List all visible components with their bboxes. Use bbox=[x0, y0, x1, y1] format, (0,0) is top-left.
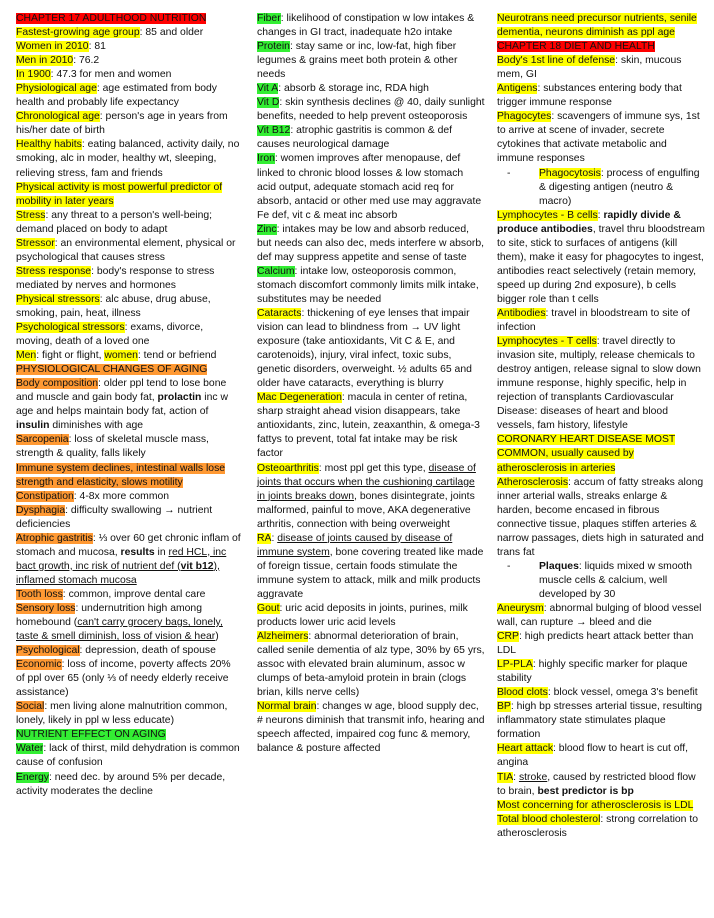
column-right bbox=[497, 12, 705, 841]
entry-term: Stressor bbox=[16, 237, 55, 249]
note-entry bbox=[16, 532, 242, 588]
entry-underlined: stroke bbox=[518, 771, 548, 783]
entry-text: : skin synthesis declines @ 40, daily sunlight benefits, needed to help prevent osteoporosis bbox=[257, 97, 485, 123]
entry-term: Lymphocytes - T cells bbox=[497, 336, 597, 348]
entry-term: Men in 2010 bbox=[16, 55, 74, 67]
entry-bold: rapidly divide & produce antibodies bbox=[497, 209, 681, 235]
note-entry bbox=[497, 12, 705, 40]
entry-text: : alc abuse, drug abuse, smoking, pain, heat, illness bbox=[16, 293, 211, 319]
note-entry bbox=[497, 307, 705, 335]
entry-bold: insulin bbox=[16, 420, 50, 432]
note-entry bbox=[16, 321, 242, 349]
note-entry bbox=[16, 588, 242, 602]
entry-text: : uric acid deposits in joints, purines, milk products lower uric acid levels bbox=[257, 602, 468, 629]
entry-text: : high predicts heart attack better than LDL bbox=[497, 631, 694, 657]
entry-underlined: can't carry grocery bags, lonely, taste & smell diminish, loss of vision & hear bbox=[16, 617, 223, 643]
entry-text: : skin, mucous mem, GI bbox=[497, 55, 682, 81]
note-entry bbox=[16, 82, 242, 110]
note-entry bbox=[16, 771, 242, 799]
entry-text: : changes w age, blood supply dec, # neurons diminish that transmit info, hearing and speech affected, impaired cog func & memory, balance & posture affected bbox=[257, 701, 485, 755]
entry-term: Economic bbox=[16, 659, 62, 671]
entry-term: Healthy habits bbox=[16, 139, 82, 151]
entry-term: Physical activity is most powerful predictor of mobility in later years bbox=[16, 181, 223, 207]
entry-underlined: disease of joints that occurs when the cushioning cartilage in joints breaks down bbox=[257, 462, 476, 502]
entry-text: : 4-8x more common bbox=[73, 490, 170, 502]
entry-text: : undernutrition high among homebound ( bbox=[16, 602, 202, 629]
entry-term: Stress bbox=[16, 209, 46, 221]
note-entry bbox=[16, 110, 242, 138]
entry-underlined: disease of joints caused by disease of immune system bbox=[257, 532, 453, 558]
entry-term: Psychological bbox=[16, 645, 80, 657]
entry-text: : depression, death of spouse bbox=[79, 645, 216, 657]
entry-text: : any threat to a person's well-being; demand placed on body to adapt bbox=[16, 209, 213, 235]
note-entry bbox=[497, 209, 705, 307]
entry-term: Lymphocytes - B cells bbox=[497, 209, 598, 221]
entry-bold: best predictor is bp bbox=[537, 785, 634, 797]
column-left bbox=[16, 12, 242, 799]
entry-term: Phagocytosis bbox=[539, 167, 601, 179]
entry-term: Physical stressors bbox=[16, 293, 100, 305]
note-entry bbox=[497, 476, 705, 560]
entry-text: : ⅓ over 60 get chronic inflam of stomach and mucosa, bbox=[16, 532, 241, 558]
note-entry bbox=[257, 12, 485, 40]
note-entry bbox=[16, 138, 242, 180]
entry-term: Heart attack bbox=[497, 743, 554, 755]
note-entry bbox=[497, 700, 705, 742]
entry-text: : women improves after menopause, def linked to chronic blood losses & low stomach acid output, adequate stomach acid req for absorb, antacid or other med use may aggravate Fe def, vit c & meat inc absorb bbox=[257, 153, 482, 221]
note-entry bbox=[257, 82, 485, 96]
entry-text: : thickening of eye lenses that impair vision can lead to blindness from → UV light exposure (take antioxidants, Vit C & E, and carotenoids), injury, viral infect, toxic subs, genetic disorders, overweight. ½ adults 65 and older have cataracts, everything is blurry bbox=[257, 307, 472, 390]
entry-text: : likelihood of constipation w low intakes & changes in GI tract, inadequate h2o intake bbox=[257, 13, 475, 39]
entry-text: : abnormal deterioration of brain, called senile dementia of alz type, 30% by 65 yrs, assoc with elevated brain aluminum, assoc w clumps of beta-amyloid protein in brain (clogs brian, kills nerve cells) bbox=[257, 631, 485, 699]
entry-text: : 85 and older bbox=[139, 27, 204, 39]
entry-term: Gout bbox=[257, 602, 280, 614]
entry-term: Vit A bbox=[257, 83, 279, 95]
entry-text: , bone covering treated like made of foreign tissue, certain foods stimulate the immune system to attack, milk and milk products aggravate bbox=[257, 546, 484, 600]
note-entry bbox=[16, 490, 242, 504]
entry-term: PHYSIOLOGICAL CHANGES OF AGING bbox=[16, 364, 208, 376]
entry-term: Sensory loss bbox=[16, 602, 76, 614]
entry-text: : blood flow to heart is cut off, angina bbox=[497, 743, 688, 769]
entry-term: Stress response bbox=[16, 265, 92, 277]
entry-text: inc w age and helps maintain body fat, action of bbox=[16, 392, 228, 418]
entry-term: Atrophic gastritis bbox=[16, 532, 93, 544]
entry-term: Vit D bbox=[257, 97, 280, 109]
entry-term: In 1900 bbox=[16, 69, 51, 81]
entry-text: : difficulty swallowing → nutrient deficiencies bbox=[16, 504, 213, 530]
entry-term: Zinc bbox=[257, 223, 277, 235]
note-entry bbox=[257, 265, 485, 307]
entry-text: : 47.3 for men and women bbox=[50, 69, 172, 81]
column-middle bbox=[257, 12, 485, 756]
note-entry bbox=[16, 68, 242, 82]
note-entry bbox=[257, 602, 485, 630]
note-entry bbox=[16, 377, 242, 433]
note-entry bbox=[497, 560, 705, 602]
entry-term: CORONARY HEART DISEASE MOST COMMON, usually caused by atherosclerosis in arteries bbox=[497, 434, 676, 474]
note-entry bbox=[257, 124, 485, 152]
note-entry bbox=[16, 26, 242, 40]
note-entry bbox=[257, 391, 485, 461]
entry-text: in bbox=[154, 546, 169, 558]
entry-term: Chronological age bbox=[16, 111, 100, 123]
entry-text: : bbox=[271, 532, 278, 544]
note-entry bbox=[16, 504, 242, 532]
entry-term: RA bbox=[257, 532, 272, 544]
note-entry bbox=[16, 658, 242, 700]
entry-text: : travel directly to invasion site, multiply, release chemicals to destroy antigen, release signal to slow down immune response, highly specific, help in rejection of transplants Cardiovascular Disease: diseases of heart and blood vessels, fam history, lifestyle bbox=[497, 336, 701, 432]
entry-text: : lack of thirst, mild dehydration is common cause of confusion bbox=[16, 743, 240, 769]
entry-term: CRP bbox=[497, 631, 519, 643]
entry-term: Social bbox=[16, 701, 45, 713]
entry-term: Physiological age bbox=[16, 83, 97, 95]
entry-term: Alzheimers bbox=[257, 631, 309, 643]
note-entry bbox=[497, 110, 705, 166]
entry-text: : intake low, osteoporosis common, stomach discomfort commonly limits milk intake, substitutes may be needed bbox=[257, 265, 479, 305]
note-entry bbox=[257, 630, 485, 700]
entry-text: : fight or flight, bbox=[36, 350, 105, 362]
entry-term: Body composition bbox=[16, 378, 99, 390]
entry-term: Iron bbox=[257, 153, 275, 165]
note-entry bbox=[16, 40, 242, 54]
entry-term: NUTRIENT EFFECT ON AGING bbox=[16, 729, 166, 741]
bullet-dash: - bbox=[507, 560, 511, 572]
entry-text: : bbox=[597, 209, 604, 221]
entry-term: LP-PLA bbox=[497, 659, 533, 671]
entry-text: : eating balanced, activity daily, no smoking, alc in moder, healthy wt, sleeping, relieving stress, fam and friends bbox=[16, 139, 240, 179]
entry-text: : highly specific marker for plaque stability bbox=[497, 659, 688, 685]
note-entry bbox=[497, 799, 705, 813]
entry-text: : stay same or inc, low-fat, high fiber legumes & grains meet both protein & other needs bbox=[257, 41, 458, 81]
note-entry bbox=[497, 813, 705, 841]
note-entry bbox=[16, 54, 242, 68]
note-entry bbox=[16, 181, 242, 209]
note-entry bbox=[16, 12, 242, 26]
bullet-dash: - bbox=[507, 167, 511, 179]
entry-term: Psychological stressors bbox=[16, 322, 125, 334]
entry-text: : atrophic gastritis is common & def causes neurological damage bbox=[257, 125, 453, 151]
entry-text: : common, improve dental care bbox=[62, 588, 206, 600]
entry-term: Energy bbox=[16, 771, 49, 783]
entry-term: TIA bbox=[497, 771, 514, 783]
entry-term: BP bbox=[497, 701, 511, 713]
entry-underlined: red HCL, inc bact growth, inc risk of nutrient def (vit b12), inflamed stomach mucosa bbox=[16, 546, 227, 586]
note-entry bbox=[257, 307, 485, 391]
note-entry bbox=[16, 265, 242, 293]
entry-term: women bbox=[104, 350, 138, 362]
note-entry bbox=[16, 349, 242, 363]
note-entry bbox=[257, 700, 485, 756]
entry-text: , bones disintegrate, joints malformed, painful to move, AKA degenerative arthritis, connection with being overweight bbox=[257, 490, 475, 530]
entry-text: : process of engulfing & digesting antigen (neutro & macro) bbox=[539, 167, 700, 207]
note-entry bbox=[497, 686, 705, 700]
entry-text: : person's age in years from his/her date of birth bbox=[16, 111, 228, 137]
entry-text: : strong correlation to atherosclerosis bbox=[497, 813, 699, 839]
entry-term: Water bbox=[16, 743, 44, 755]
note-entry bbox=[497, 54, 705, 82]
entry-text: : loss of income, poverty affects 20% of ppl over 65 (only ⅓ of needy elderly receive assistance) bbox=[16, 659, 231, 699]
entry-text: : absorb & storage inc, RDA high bbox=[278, 83, 429, 95]
note-entry bbox=[16, 644, 242, 658]
entry-text: : age estimated from body health and probably life expectancy bbox=[16, 83, 218, 109]
entry-text: , caused by restricted blood flow to brain, bbox=[497, 771, 696, 797]
note-entry bbox=[497, 433, 705, 475]
note-entry bbox=[257, 152, 485, 222]
entry-bold: prolactin bbox=[157, 392, 202, 404]
entry-text: : an environmental element, physical or psychological that causes stress bbox=[16, 237, 236, 263]
entry-term: Antigens bbox=[497, 83, 538, 95]
entry-term: Protein bbox=[257, 41, 290, 53]
entry-text: : bbox=[513, 771, 519, 783]
entry-term: CHAPTER 17 ADULTHOOD NUTRITION bbox=[16, 13, 207, 24]
entry-term: Atherosclerosis bbox=[497, 476, 569, 488]
note-entry bbox=[16, 728, 242, 742]
entry-term: Immune system declines, intestinal walls lose strength and elasticity, slows motility bbox=[16, 462, 226, 488]
entry-term: Mac Degeneration bbox=[257, 392, 342, 404]
note-entry bbox=[497, 602, 705, 630]
note-entry bbox=[16, 433, 242, 461]
note-entry bbox=[16, 700, 242, 728]
note-entry bbox=[16, 742, 242, 770]
entry-term: Neurotrans need precursor nutrients, senile dementia, neurons diminish as ppl age bbox=[497, 13, 697, 39]
entry-text: : 81 bbox=[88, 41, 106, 53]
entry-term: Normal brain bbox=[257, 701, 317, 713]
entry-term: Cataracts bbox=[257, 307, 302, 319]
note-entry bbox=[257, 96, 485, 124]
entry-text: diminishes with age bbox=[49, 420, 144, 432]
entry-text: : loss of skeletal muscle mass, strength & quality, falls likely bbox=[16, 434, 209, 460]
note-entry bbox=[497, 167, 705, 209]
note-entry bbox=[257, 532, 485, 602]
note-entry bbox=[16, 602, 242, 644]
entry-term: Sarcopenia bbox=[16, 434, 69, 446]
entry-text: : scavengers of immune sys, 1st to arrive at scene of invader, secrete cytokines that activate metabolic and immune responses bbox=[497, 111, 700, 165]
entry-term: Plaques bbox=[539, 560, 579, 572]
entry-text: : most ppl get this type, bbox=[318, 462, 429, 474]
note-entry bbox=[497, 335, 705, 433]
entry-text: : block vessel, omega 3's benefit bbox=[547, 687, 698, 699]
entry-text: : tend or befriend bbox=[137, 350, 217, 362]
entry-term: Fastest-growing age group bbox=[16, 27, 140, 39]
entry-text: : men living alone malnutrition common, lonely, likely in ppl w less educate) bbox=[16, 701, 228, 727]
note-entry bbox=[497, 771, 705, 799]
entry-term: Total blood cholesterol bbox=[497, 813, 601, 825]
note-entry bbox=[497, 658, 705, 686]
entry-term: Vit B12 bbox=[257, 125, 291, 137]
note-entry bbox=[257, 462, 485, 532]
note-entry bbox=[257, 223, 485, 265]
entry-text: : exams, divorce, moving, death of a loved one bbox=[16, 322, 204, 348]
entry-term: Body's 1st line of defense bbox=[497, 55, 616, 67]
note-entry bbox=[16, 209, 242, 237]
entry-text: : accum of fatty streaks along inner arterial walls, streaks enlarge & harden, become encased in fibrous connective tissue, plaques stiffen arteries & narrow passages, diets high in saturated and trans fat bbox=[497, 476, 704, 558]
entry-term: CHAPTER 18 DIET AND HEALTH bbox=[497, 41, 655, 53]
note-entry bbox=[16, 462, 242, 490]
entry-text: : substances entering body that trigger immune response bbox=[497, 83, 682, 109]
entry-text: ) bbox=[215, 631, 219, 643]
entry-text: : intakes may be low and absorb reduced, but needs can also dec, meds interfere w absorb, def may suppress appetite and sense of taste bbox=[257, 223, 484, 263]
entry-term: Calcium bbox=[257, 265, 295, 277]
entry-term: Fiber bbox=[257, 13, 281, 24]
entry-bold: results bbox=[120, 546, 155, 558]
entry-text: : 76.2 bbox=[73, 55, 100, 67]
entry-term: Aneurysm bbox=[497, 602, 544, 614]
entry-term: Osteoarthritis bbox=[257, 462, 319, 474]
note-entry bbox=[497, 630, 705, 658]
note-entry bbox=[257, 40, 485, 82]
note-entry bbox=[16, 293, 242, 321]
entry-term: Men bbox=[16, 350, 37, 362]
entry-text: : body's response to stress mediated by nerves and hormones bbox=[16, 265, 215, 291]
note-entry bbox=[497, 742, 705, 770]
note-entry bbox=[497, 82, 705, 110]
entry-term: Blood clots bbox=[497, 687, 548, 699]
entry-text: : older ppl tend to lose bone and muscle and gain body fat, bbox=[16, 378, 227, 404]
entry-term: Phagocytes bbox=[497, 111, 552, 123]
entry-text: : abnormal bulging of blood vessel wall, can rupture → bleed and die bbox=[497, 602, 702, 629]
entry-term: Constipation bbox=[16, 490, 74, 502]
entry-text: : liquids mixed w smooth muscle cells & calcium, well developed by 30 bbox=[539, 560, 693, 600]
entry-term: Tooth loss bbox=[16, 588, 63, 600]
note-entry bbox=[497, 40, 705, 54]
entry-term: Most concerning for atherosclerosis is LDL bbox=[497, 799, 694, 811]
entry-term: Antibodies bbox=[497, 307, 546, 319]
entry-text: : high bp stresses arterial tissue, resulting inflammatory state stimulates plaque formation bbox=[497, 701, 703, 741]
note-entry bbox=[16, 237, 242, 265]
entry-term: Dysphagia bbox=[16, 504, 66, 516]
entry-text: : travel in bloodstream to site of infection bbox=[497, 307, 690, 334]
entry-term: Women in 2010 bbox=[16, 41, 89, 53]
note-entry bbox=[16, 363, 242, 377]
entry-text: : need dec. by around 5% per decade, activity moderates the decline bbox=[16, 771, 226, 797]
entry-text: , travel thru bloodstream to site, stick to surfaces of antigens (kill them), make it easy for phagocytes to ingest, antibodies react selectively (retain memory, speed up during 2nd exposure), b cells bigger role than t cells bbox=[497, 223, 705, 305]
entry-text: : macula in center of retina, sharp straight ahead vision disappears, take antioxidants, zinc, lutein, zeaxanthin, & omega-3 fattys to prevent, total fat intake may be risk factor bbox=[257, 392, 480, 460]
